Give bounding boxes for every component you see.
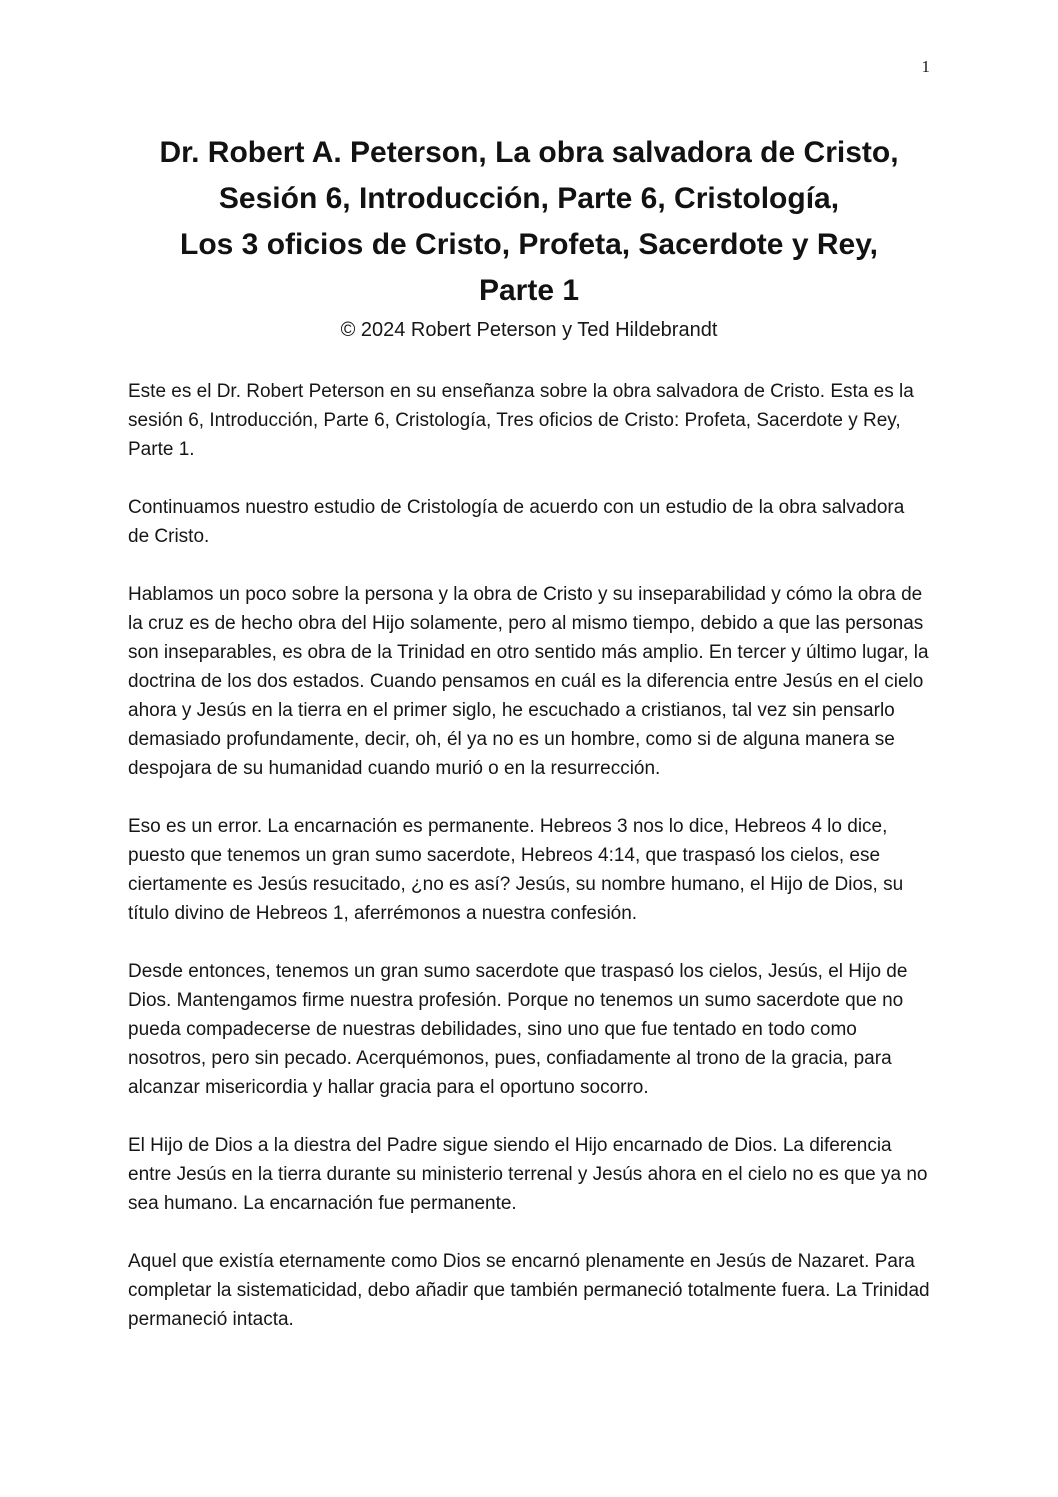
title-line-3: Los 3 oficios de Cristo, Profeta, Sacerdote y Rey, — [180, 228, 878, 261]
document-body — [128, 377, 930, 1334]
paragraph-5: Desde entonces, tenemos un gran sumo sacerdote que traspasó los cielos, Jesús, el Hijo de Dios. Mantengamos firme nuestra profesión. Porque no tenemos un sumo sacerdote que no pueda compadecerse de nuestras debilidades, sino uno que fue tentado en todo como nosotros, pero sin pecado. Acerquémonos, pues, confiadamente al trono de la gracia, para alcanzar misericordia y hallar gracia para el oportuno socorro. — [128, 961, 908, 1098]
page-number: 1 — [921, 57, 930, 76]
paragraph-6: El Hijo de Dios a la diestra del Padre sigue siendo el Hijo encarnado de Dios. La diferencia entre Jesús en la tierra durante su ministerio terrenal y Jesús ahora en el cielo no es que ya no sea humano. La encarnación fue permanente. — [128, 1135, 928, 1214]
title-line-4: Parte 1 — [478, 274, 580, 307]
paragraph-4: Eso es un error. La encarnación es permanente. Hebreos 3 nos lo dice, Hebreos 4 lo dice, puesto que tenemos un gran sumo sacerdote, Hebreos 4:14, que traspasó los cielos, ese ciertamente es Jesús resucitado, ¿no es así? Jesús, su nombre humano, el Hijo de Dios, su título divino de Hebreos 1, aferrémonos a nuestra confesión. — [128, 816, 904, 924]
title-line-2: Sesión 6, Introducción, Parte 6, Cristología, — [218, 182, 840, 215]
paragraph-3: Hablamos un poco sobre la persona y la obra de Cristo y su inseparabilidad y cómo la obra de la cruz es de hecho obra del Hijo solamente, pero al mismo tiempo, debido a que las personas son inseparables, es obra de la Trinidad en otro sentido más amplio. En tercer y último lugar, la doctrina de los dos estados. Cuando pensamos en cuál es la diferencia entre Jesús en el cielo ahora y Jesús en la tierra en el primer siglo, he escuchado a cristianos, tal vez sin pensarlo demasiado profundamente, decir, oh, él ya no es un hombre, como si de alguna manera se despojara de su humanidad cuando murió o en la resurrección. — [128, 584, 929, 779]
paragraph-1: Este es el Dr. Robert Peterson en su enseñanza sobre la obra salvadora de Cristo. Esta es la sesión 6, Introducción, Parte 6, Cristología, Tres oficios de Cristo: Profeta, Sacerdote y Rey, Parte 1. — [128, 381, 914, 460]
copyright-line: © 2024 Robert Peterson y Ted Hildebrandt — [340, 319, 718, 341]
title-line-1: Dr. Robert A. Peterson, La obra salvadora de Cristo, — [159, 136, 899, 169]
document-title — [128, 130, 930, 314]
paragraph-7: Aquel que existía eternamente como Dios se encarnó plenamente en Jesús de Nazaret. Para completar la sistematicidad, debo añadir que también permaneció totalmente fuera. La Trinidad permaneció intacta. — [128, 1251, 930, 1330]
paragraph-2: Continuamos nuestro estudio de Cristología de acuerdo con un estudio de la obra salvadora de Cristo. — [128, 497, 905, 547]
